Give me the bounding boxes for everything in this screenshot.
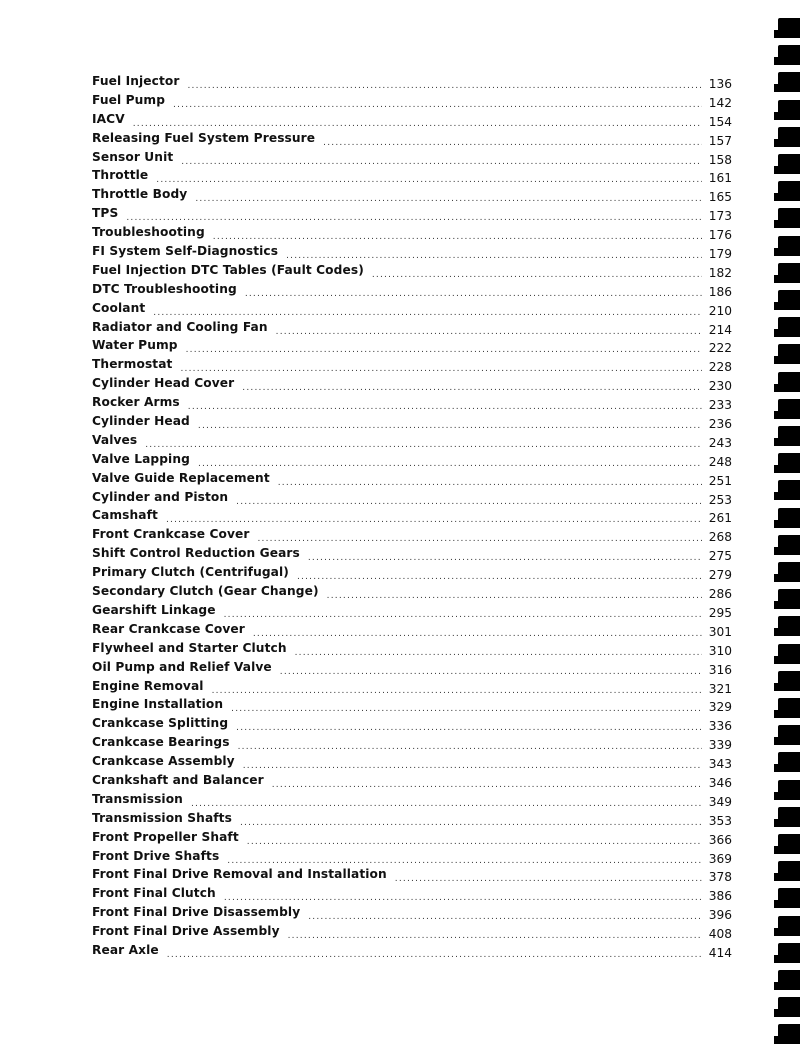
binding-tab xyxy=(778,154,800,174)
toc-entry-page-number: 158 xyxy=(708,152,732,167)
binding-tab xyxy=(778,888,800,908)
toc-entry-page-number: 295 xyxy=(708,605,732,620)
toc-entry-page-number: 378 xyxy=(708,870,732,885)
toc-entry-title: Sensor Unit xyxy=(92,149,174,164)
binding-notch xyxy=(774,982,780,990)
binding-tab xyxy=(778,834,800,854)
binding-tab xyxy=(778,45,800,65)
binding-tab xyxy=(778,616,800,636)
toc-entry-title: Throttle Body xyxy=(92,187,188,202)
binding-notch xyxy=(774,302,780,310)
toc-entry-page-number: 182 xyxy=(708,265,732,280)
toc-entry-title: Valve Guide Replacement xyxy=(92,470,270,485)
toc-entry-title: Transmission Shafts xyxy=(92,810,232,825)
toc-entry-page-number: 261 xyxy=(708,511,732,526)
toc-entry-page-number: 210 xyxy=(708,303,732,318)
toc-entry-title: TPS xyxy=(92,206,119,221)
toc-entry-title: Releasing Fuel System Pressure xyxy=(92,130,316,145)
toc-entry-title: Front Final Drive Removal and Installation xyxy=(92,867,387,882)
toc-entry-title: Cylinder Head Cover xyxy=(92,376,235,391)
dot-leader xyxy=(181,153,702,172)
dot-leader xyxy=(276,323,702,342)
toc-entry-title: Gearshift Linkage xyxy=(92,602,216,617)
binding-notch xyxy=(774,275,780,283)
dot-leader xyxy=(231,700,702,719)
binding-tab xyxy=(778,480,800,500)
binding-tab xyxy=(778,535,800,555)
toc-entry-title: Cylinder Head xyxy=(92,414,190,429)
binding-tab xyxy=(778,317,800,337)
toc-entry-page-number: 214 xyxy=(708,322,732,337)
toc-entry-title: Flywheel and Starter Clutch xyxy=(92,640,287,655)
binding-tab xyxy=(778,263,800,283)
binding-tab xyxy=(778,698,800,718)
toc-entry-title: Rocker Arms xyxy=(92,395,180,410)
table-of-contents xyxy=(92,72,732,960)
toc-entry-page-number: 408 xyxy=(708,927,732,942)
toc-entry-title: Front Drive Shafts xyxy=(92,848,220,863)
binding-notch xyxy=(774,737,780,745)
dot-leader xyxy=(224,606,702,625)
binding-notch xyxy=(774,84,780,92)
toc-entry-page-number: 236 xyxy=(708,417,732,432)
dot-leader xyxy=(213,228,702,247)
binding-notch xyxy=(774,112,780,120)
toc-entry-title: Crankcase Assembly xyxy=(92,754,235,769)
binding-tab xyxy=(778,644,800,664)
binding-notch xyxy=(774,30,780,38)
toc-entry-title: Fuel Injector xyxy=(92,74,180,88)
binding-tab xyxy=(778,426,800,446)
toc-entry-page-number: 142 xyxy=(708,95,732,110)
toc-entry-title: Coolant xyxy=(92,300,146,315)
dot-leader xyxy=(323,134,702,153)
binding-tab xyxy=(778,1024,800,1044)
binding-notch xyxy=(774,819,780,827)
dot-leader xyxy=(297,568,702,587)
toc-entry-page-number: 248 xyxy=(708,454,732,469)
toc-entry-page-number: 343 xyxy=(708,757,732,772)
dot-leader xyxy=(247,833,702,852)
dot-leader xyxy=(133,115,702,134)
dot-leader xyxy=(308,549,702,568)
toc-entry-title: Rear Axle xyxy=(92,942,159,957)
binding-notch xyxy=(774,1009,780,1017)
toc-entry-title: Front Propeller Shaft xyxy=(92,829,239,844)
dot-leader xyxy=(212,682,702,701)
dot-leader xyxy=(272,776,702,795)
dot-leader xyxy=(145,436,702,455)
toc-entry-page-number: 173 xyxy=(708,209,732,224)
spiral-binding-edge xyxy=(772,0,800,1035)
binding-notch xyxy=(774,900,780,908)
binding-tab xyxy=(778,861,800,881)
dot-leader xyxy=(395,870,702,889)
toc-entry-title: Valves xyxy=(92,432,138,447)
toc-entry-title: Crankcase Bearings xyxy=(92,735,230,750)
dot-leader xyxy=(253,625,702,644)
dot-leader xyxy=(257,530,702,549)
dot-leader xyxy=(198,417,702,436)
dot-leader xyxy=(242,379,702,398)
toc-entry-page-number: 321 xyxy=(708,681,732,696)
binding-notch xyxy=(774,57,780,65)
toc-entry-page-number: 222 xyxy=(708,341,732,356)
binding-tab xyxy=(778,453,800,473)
toc-entry-page-number: 154 xyxy=(708,114,732,129)
binding-notch xyxy=(774,928,780,936)
toc-entry-page-number: 253 xyxy=(708,492,732,507)
toc-entry-page-number: 228 xyxy=(708,360,732,375)
dot-leader xyxy=(188,398,702,417)
dot-leader xyxy=(198,455,702,474)
toc-entry-title: Throttle xyxy=(92,168,149,183)
toc-entry-title: Valve Lapping xyxy=(92,451,190,466)
binding-tab xyxy=(778,290,800,310)
toc-entry-page-number: 186 xyxy=(708,284,732,299)
binding-notch xyxy=(774,792,780,800)
binding-notch xyxy=(774,873,780,881)
binding-notch xyxy=(774,411,780,419)
dot-leader xyxy=(153,304,702,323)
dot-leader xyxy=(186,341,702,360)
toc-entry-title: Engine Installation xyxy=(92,697,224,712)
binding-notch xyxy=(774,547,780,555)
toc-entry-title: Crankshaft and Balancer xyxy=(92,772,264,787)
toc-entry-page-number: 336 xyxy=(708,719,732,734)
toc-entry-title: DTC Troubleshooting xyxy=(92,281,237,296)
binding-tab xyxy=(778,344,800,364)
toc-entry-title: IACV xyxy=(92,111,125,126)
toc-entry-page-number: 353 xyxy=(708,813,732,828)
dot-leader xyxy=(236,719,702,738)
dot-leader xyxy=(286,247,702,266)
binding-tab xyxy=(778,508,800,528)
toc-entry-title: Oil Pump and Relief Valve xyxy=(92,659,272,674)
dot-leader xyxy=(156,171,702,190)
toc-entry-title: Camshaft xyxy=(92,508,158,523)
toc-entry-title: Crankcase Splitting xyxy=(92,716,229,731)
binding-notch xyxy=(774,955,780,963)
dot-leader xyxy=(327,587,702,606)
dot-leader xyxy=(280,663,702,682)
binding-notch xyxy=(774,601,780,609)
toc-entry-page-number: 339 xyxy=(708,738,732,753)
toc-entry-page-number: 414 xyxy=(708,945,732,960)
binding-notch xyxy=(774,248,780,256)
toc-entry xyxy=(92,72,732,91)
binding-tab xyxy=(778,589,800,609)
binding-tab xyxy=(778,807,800,827)
dot-leader xyxy=(245,285,702,304)
binding-notch xyxy=(774,846,780,854)
toc-entry-title: Secondary Clutch (Gear Change) xyxy=(92,584,319,599)
toc-entry-page-number: 233 xyxy=(708,398,732,413)
binding-notch xyxy=(774,520,780,528)
binding-tab xyxy=(778,780,800,800)
toc-entry-title: Radiator and Cooling Fan xyxy=(92,319,268,334)
binding-tab xyxy=(778,100,800,120)
binding-tab xyxy=(778,181,800,201)
toc-entry-title: Thermostat xyxy=(92,357,173,372)
dot-leader xyxy=(236,493,702,512)
dot-leader xyxy=(227,852,702,871)
toc-entry-page-number: 243 xyxy=(708,435,732,450)
binding-notch xyxy=(774,356,780,364)
binding-tab xyxy=(778,399,800,419)
toc-entry-page-number: 165 xyxy=(708,190,732,205)
toc-entry-page-number: 179 xyxy=(708,247,732,262)
toc-entry-title: Front Final Drive Assembly xyxy=(92,924,280,939)
toc-entry-page-number: 329 xyxy=(708,700,732,715)
binding-tab xyxy=(778,372,800,392)
toc-entry-title: Front Final Clutch xyxy=(92,886,216,901)
binding-tab xyxy=(778,725,800,745)
toc-entry-title: Front Final Drive Disassembly xyxy=(92,905,301,920)
toc-entry-page-number: 230 xyxy=(708,379,732,394)
dot-leader xyxy=(288,927,702,946)
dot-leader xyxy=(195,190,702,209)
toc-entry-title: Transmission xyxy=(92,791,183,806)
toc-entry-page-number: 369 xyxy=(708,851,732,866)
toc-entry-page-number: 349 xyxy=(708,794,732,809)
toc-entry-page-number: 275 xyxy=(708,549,732,564)
dot-leader xyxy=(166,511,702,530)
toc-entry-page-number: 251 xyxy=(708,473,732,488)
dot-leader xyxy=(180,360,702,379)
binding-tab xyxy=(778,997,800,1017)
binding-tab xyxy=(778,208,800,228)
binding-tab xyxy=(778,671,800,691)
dot-leader xyxy=(243,757,702,776)
dot-leader xyxy=(278,474,702,493)
toc-entry-page-number: 346 xyxy=(708,775,732,790)
binding-notch xyxy=(774,193,780,201)
toc-entry-title: Front Crankcase Cover xyxy=(92,527,250,542)
binding-notch xyxy=(774,220,780,228)
binding-notch xyxy=(774,329,780,337)
binding-tab xyxy=(778,72,800,92)
dot-leader xyxy=(191,795,702,814)
dot-leader xyxy=(187,77,702,96)
toc-entry-title: Fuel Injection DTC Tables (Fault Codes) xyxy=(92,262,364,277)
toc-entry-page-number: 157 xyxy=(708,133,732,148)
dot-leader xyxy=(224,889,702,908)
toc-entry-title: Rear Crankcase Cover xyxy=(92,621,245,636)
toc-entry-page-number: 301 xyxy=(708,624,732,639)
toc-entry-title: Troubleshooting xyxy=(92,225,205,240)
toc-entry-title: Engine Removal xyxy=(92,678,204,693)
binding-notch xyxy=(774,465,780,473)
toc-entry-page-number: 286 xyxy=(708,587,732,602)
binding-tab xyxy=(778,18,800,38)
binding-notch xyxy=(774,1036,780,1044)
binding-tab xyxy=(778,752,800,772)
toc-entry-page-number: 310 xyxy=(708,643,732,658)
binding-notch xyxy=(774,574,780,582)
binding-notch xyxy=(774,139,780,147)
binding-tab xyxy=(778,970,800,990)
toc-entry-title: Shift Control Reduction Gears xyxy=(92,546,300,561)
dot-leader xyxy=(126,209,702,228)
dot-leader xyxy=(372,266,702,285)
dot-leader xyxy=(240,814,702,833)
toc-entry-page-number: 161 xyxy=(708,171,732,186)
dot-leader xyxy=(167,946,702,965)
toc-entry-title: Water Pump xyxy=(92,338,178,353)
toc-entry-title: FI System Self-Diagnostics xyxy=(92,244,279,259)
binding-tab xyxy=(778,562,800,582)
toc-entry-page-number: 176 xyxy=(708,228,732,243)
binding-notch xyxy=(774,492,780,500)
toc-entry-page-number: 366 xyxy=(708,832,732,847)
toc-entry-page-number: 316 xyxy=(708,662,732,677)
dot-leader xyxy=(295,644,702,663)
toc-entry-title: Primary Clutch (Centrifugal) xyxy=(92,565,289,580)
binding-notch xyxy=(774,656,780,664)
binding-notch xyxy=(774,166,780,174)
toc-entry-page-number: 279 xyxy=(708,568,732,583)
binding-notch xyxy=(774,764,780,772)
toc-entry-page-number: 136 xyxy=(708,77,732,91)
binding-notch xyxy=(774,710,780,718)
binding-tab xyxy=(778,127,800,147)
toc-entry-title: Fuel Pump xyxy=(92,92,166,107)
binding-notch xyxy=(774,438,780,446)
binding-notch xyxy=(774,628,780,636)
binding-tab xyxy=(778,236,800,256)
binding-notch xyxy=(774,683,780,691)
dot-leader xyxy=(173,96,702,115)
binding-tab xyxy=(778,943,800,963)
binding-tab xyxy=(778,916,800,936)
binding-notch xyxy=(774,384,780,392)
dot-leader xyxy=(238,738,702,757)
toc-entry-page-number: 268 xyxy=(708,530,732,545)
toc-entry-page-number: 386 xyxy=(708,889,732,904)
toc-entry-title: Cylinder and Piston xyxy=(92,489,229,504)
toc-entry-page-number: 396 xyxy=(708,908,732,923)
dot-leader xyxy=(308,908,702,927)
